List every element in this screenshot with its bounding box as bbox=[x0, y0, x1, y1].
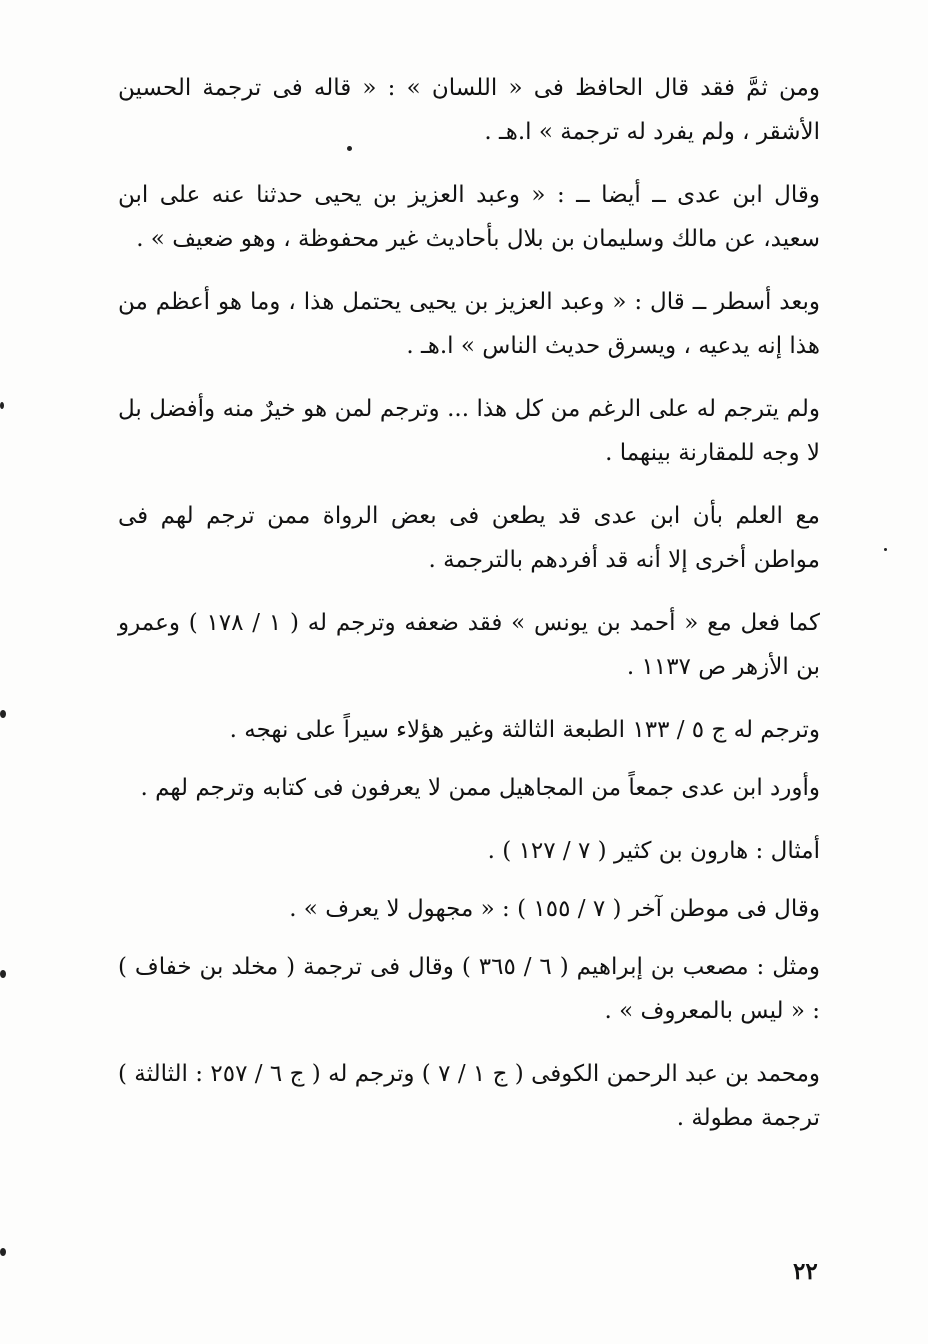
scan-speck bbox=[347, 146, 352, 151]
scan-speck bbox=[884, 548, 887, 551]
paragraph-8: وأورد ابن عدى جمعاً من المجاهيل ممن لا يعرفون فى كتابه وترجم لهم . bbox=[140, 775, 820, 801]
scan-speck bbox=[0, 1248, 6, 1256]
scan-speck bbox=[0, 970, 6, 978]
paragraph-9: أمثال : هارون بن كثير ( ٧ / ١٢٧ ) . bbox=[487, 838, 820, 864]
paragraph-1: ومن ثمَّ فقد قال الحافظ فى « اللسان » : « قاله فى ترجمة الحسين الأشقر ، ولم يفرد له ترجمة » ا.هـ . bbox=[118, 75, 820, 145]
page-number: ٢٢ bbox=[793, 1258, 818, 1285]
scan-speck bbox=[0, 402, 4, 409]
paragraph-5: مع العلم بأن ابن عدى قد يطعن فى بعض الرواة ممن ترجم لهم فى مواطن أخرى إلا أنه قد أفردهم بالترجمة . bbox=[118, 503, 821, 573]
body-text bbox=[118, 66, 820, 1159]
paragraph-6: كما فعل مع « أحمد بن يونس » فقد ضعفه وترجم له ( ١ / ١٧٨ ) وعمرو بن الأزهر ص ١١٣٧ . bbox=[118, 610, 820, 680]
paragraph-2: وقال ابن عدى ــ أيضا ــ : « وعبد العزيز بن يحيى حدثنا عنه على ابن سعيد، عن مالك وسليمان بن بلال بأحاديث غير محفوظة ، وهو ضعيف » . bbox=[118, 182, 820, 252]
paragraph-12: ومحمد بن عبد الرحمن الكوفى ( ج ١ / ٧ ) وترجم له ( ج ٦ / ٢٥٧ : الثالثة ) ترجمة مطولة . bbox=[118, 1061, 821, 1131]
paragraph-11: ومثل : مصعب بن إبراهيم ( ٦ / ٣٦٥ ) وقال فى ترجمة ( مخلد بن خفاف ) : « ليس بالمعروف » . bbox=[118, 954, 821, 1024]
paragraph-10: وقال فى موطن آخر ( ٧ / ١٥٥ ) : « مجهول لا يعرف » . bbox=[289, 896, 820, 922]
paragraph-4: ولم يترجم له على الرغم من كل هذا ... وترجم لمن هو خيرٌ منه وأفضل بل لا وجه للمقارنة بينهما . bbox=[118, 396, 820, 466]
paragraph-3: وبعد أسطر ــ قال : « وعبد العزيز بن يحيى يحتمل هذا ، وما هو أعظم من هذا إنه يدعيه ، ويسرق حديث الناس » ا.هـ . bbox=[118, 289, 820, 359]
paragraph-7: وترجم له ج ٥ / ١٣٣ الطبعة الثالثة وغير هؤلاء سيراً على نهجه . bbox=[229, 717, 820, 743]
scan-speck bbox=[0, 710, 6, 718]
